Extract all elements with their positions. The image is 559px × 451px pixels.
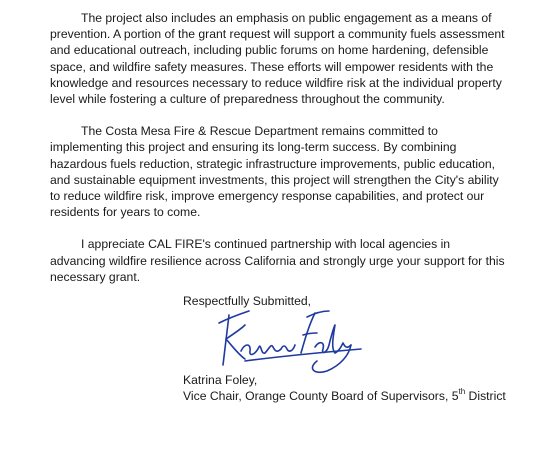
paragraph-department-commitment: The Costa Mesa Fire & Rescue Department remains committed to implementing this project and ensuring its long-term success. By combining hazardous fuels reduction, strategic infrastructure improvements, public education, and sustainable equipment investments, this project will strengthen the City's ability to reduce wildfire risk, improve emergency response capabilities, and protect our residents for years to come. xyxy=(50,124,499,220)
handwritten-signature xyxy=(215,303,365,375)
paragraph-appreciation: I appreciate CAL FIRE's continued partnership with local agencies in advancing wildfire resilience across California and strongly urge your support for this necessary grant. xyxy=(50,237,505,284)
letter-body xyxy=(50,10,508,301)
signer-title-end: District xyxy=(465,389,506,403)
signer-block xyxy=(183,372,506,404)
closing-line: Respectfully Submitted, xyxy=(183,294,312,308)
signer-title-main: Vice Chair, Orange County Board of Supervisors, 5 xyxy=(183,389,459,403)
signer-title xyxy=(183,388,506,404)
signer-name: Katrina Foley, xyxy=(183,373,258,387)
paragraph-public-engagement: The project also includes an emphasis on public engagement as a means of prevention. A portion of the grant request will support a community fuels assessment and educational outreach, including public forums on home hardening, defensible space, and wildfire safety measures. These efforts will empower residents with the knowledge and resources necessary to reduce wildfire risk at the individual property level while fostering a culture of preparedness throughout the community. xyxy=(50,11,505,107)
signer-title-superscript: th xyxy=(458,386,466,396)
